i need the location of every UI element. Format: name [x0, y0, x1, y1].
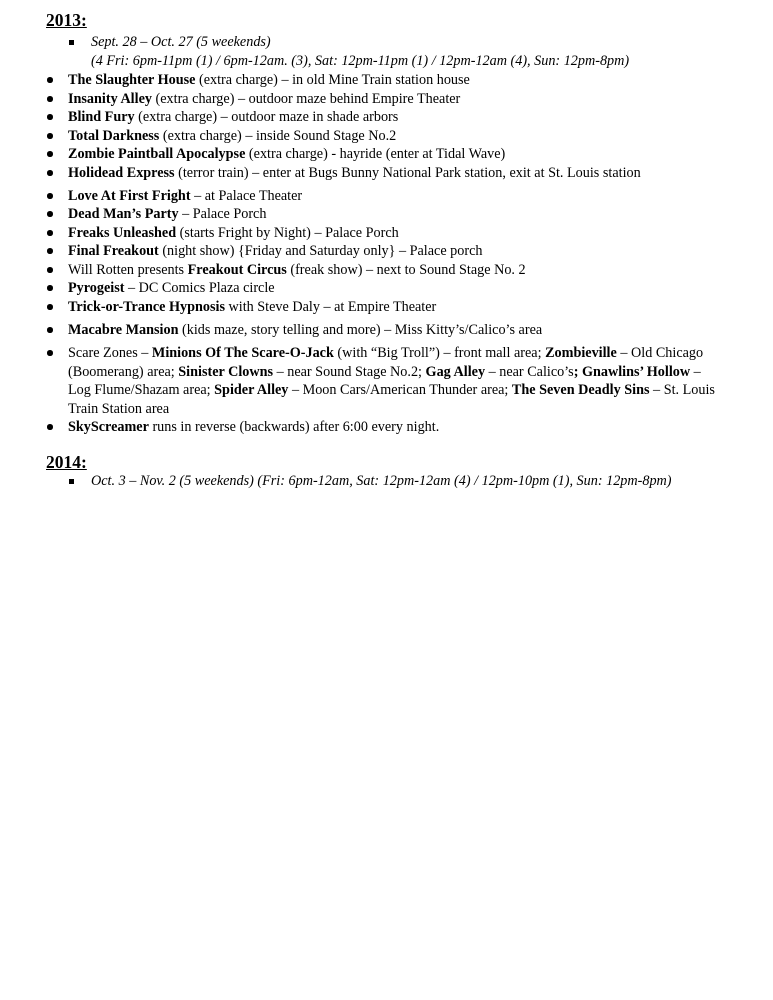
attraction-name: Dead Man’s Party: [68, 206, 179, 222]
attraction-detail: with Steve Daly – at Empire Theater: [224, 299, 437, 315]
bullet-icon: [47, 285, 53, 291]
dates-line-2: (4 Fri: 6pm-11pm (1) / 6pm-12am. (3), Sat: 12pm-11pm (1) / 12pm-12am (4), Sun: 12pm-8pm): [91, 52, 630, 69]
bullet-icon: [47, 248, 53, 254]
attraction-detail: (extra charge) – outdoor maze in shade arbors: [134, 109, 399, 125]
zone-name: Sinister Clowns: [178, 363, 274, 380]
attraction-detail: (terror train) – enter at Bugs Bunny National Park station, exit at St. Louis station: [174, 165, 641, 181]
attraction-prefix: Will Rotten presents: [68, 262, 188, 278]
list-item: [46, 71, 746, 90]
bullet-icon: [47, 230, 53, 236]
year-heading-2013: 2013:: [46, 10, 87, 30]
zone-location: – Old Chicago (Boomerang) area;: [68, 345, 704, 380]
list-item: [46, 205, 746, 224]
list-item: [46, 90, 746, 109]
attraction-detail: (extra charge) – outdoor maze behind Empire Theater: [151, 91, 461, 107]
attraction-name: Love At First Fright: [68, 188, 191, 204]
dates-line-1: Sept. 28 – Oct. 27 (5 weekends): [91, 34, 271, 50]
list-item: [46, 418, 746, 437]
attraction-detail: (kids maze, story telling and more) – Miss Kitty’s/Calico’s area: [178, 322, 543, 338]
bullet-icon: [47, 133, 53, 139]
list-item: [46, 298, 746, 317]
list-item: [46, 145, 746, 164]
attraction-name: Blind Fury: [68, 109, 135, 125]
bullet-icon: [47, 77, 53, 83]
list-item: [46, 242, 746, 261]
square-bullet-icon: [69, 40, 74, 45]
attraction-detail: (extra charge) - hayride (enter at Tidal Wave): [245, 146, 506, 162]
zone-name: ; Gnawlins’ Hollow: [573, 363, 691, 380]
bullet-icon: [47, 350, 53, 356]
list-item: [46, 164, 746, 183]
attraction-detail: (starts Fright by Night) – Palace Porch: [176, 225, 399, 241]
attraction-name: Trick-or-Trance Hypnosis: [68, 299, 225, 315]
zone-name: Gag Alley: [425, 363, 486, 380]
season-dates-2014: [69, 472, 759, 491]
dates-line-1: Oct. 3 – Nov. 2 (5 weekends) (Fri: 6pm-12am, Sat: 12pm-12am (4) / 12pm-10pm (1), Sun: 12pm-8pm): [91, 473, 672, 489]
attraction-name: Holidead Express: [68, 165, 175, 181]
zone-location: – St. Louis Train Station area: [68, 382, 715, 417]
zone-name: The Seven Deadly Sins: [511, 382, 650, 398]
bullet-icon: [47, 424, 53, 430]
season-dates-2013: [69, 33, 759, 70]
zone-location: (with “Big Troll”) – front mall area;: [333, 345, 546, 361]
attraction-name: Insanity Alley: [68, 91, 152, 107]
attraction-name: Freaks Unleashed: [68, 225, 177, 241]
list-item: [46, 127, 746, 146]
attraction-name: Freakout Circus: [187, 262, 287, 278]
bullet-icon: [47, 96, 53, 102]
attraction-detail: – at Palace Theater: [190, 188, 303, 204]
zone-name: Zombieville: [545, 345, 617, 361]
attraction-detail: – DC Comics Plaza circle: [124, 280, 275, 296]
zone-location: – Moon Cars/American Thunder area;: [288, 382, 512, 398]
attraction-detail: (night show) {Friday and Saturday only} – Palace porch: [158, 243, 483, 259]
list-item: [46, 108, 746, 127]
list-item: [46, 187, 746, 206]
scare-zones-text: Scare Zones –: [68, 345, 152, 361]
zone-location: – near Calico’s: [485, 363, 574, 380]
attraction-detail: runs in reverse (backwards) after 6:00 every night.: [148, 419, 440, 435]
attraction-name: Final Freakout: [68, 243, 159, 259]
year-heading-2014: 2014:: [46, 452, 87, 472]
bullet-icon: [47, 304, 53, 310]
attraction-name: SkyScreamer: [68, 419, 149, 435]
attraction-name: The Slaughter House: [68, 72, 196, 88]
attraction-detail: (extra charge) – in old Mine Train station house: [195, 72, 470, 88]
zone-location: – Log Flume/Shazam area;: [68, 363, 701, 398]
list-item: [46, 321, 746, 340]
attraction-detail: (extra charge) – inside Sound Stage No.2: [159, 128, 397, 144]
bullet-icon: [47, 267, 53, 273]
list-item: [46, 261, 746, 280]
bullet-icon: [47, 114, 53, 120]
square-bullet-icon: [69, 479, 74, 484]
bullet-icon: [47, 211, 53, 217]
attraction-name: Total Darkness: [68, 128, 160, 144]
bullet-icon: [47, 193, 53, 199]
bullet-icon: [47, 151, 53, 157]
attraction-name: Zombie Paintball Apocalypse: [68, 146, 246, 162]
attraction-name: Macabre Mansion: [68, 322, 179, 338]
list-item: [46, 224, 746, 243]
attraction-detail: (freak show) – next to Sound Stage No. 2: [286, 262, 526, 278]
bullet-icon: [47, 170, 53, 176]
list-item: [46, 279, 746, 298]
attraction-detail: – Palace Porch: [178, 206, 267, 222]
zone-name: Minions Of The Scare-O-Jack: [151, 345, 334, 361]
scare-zones-item: [46, 344, 726, 418]
bullet-icon: [47, 327, 53, 333]
zone-name: Spider Alley: [214, 382, 289, 398]
zone-location: – near Sound Stage No.2;: [273, 363, 426, 380]
attraction-name: Pyrogeist: [68, 280, 125, 296]
